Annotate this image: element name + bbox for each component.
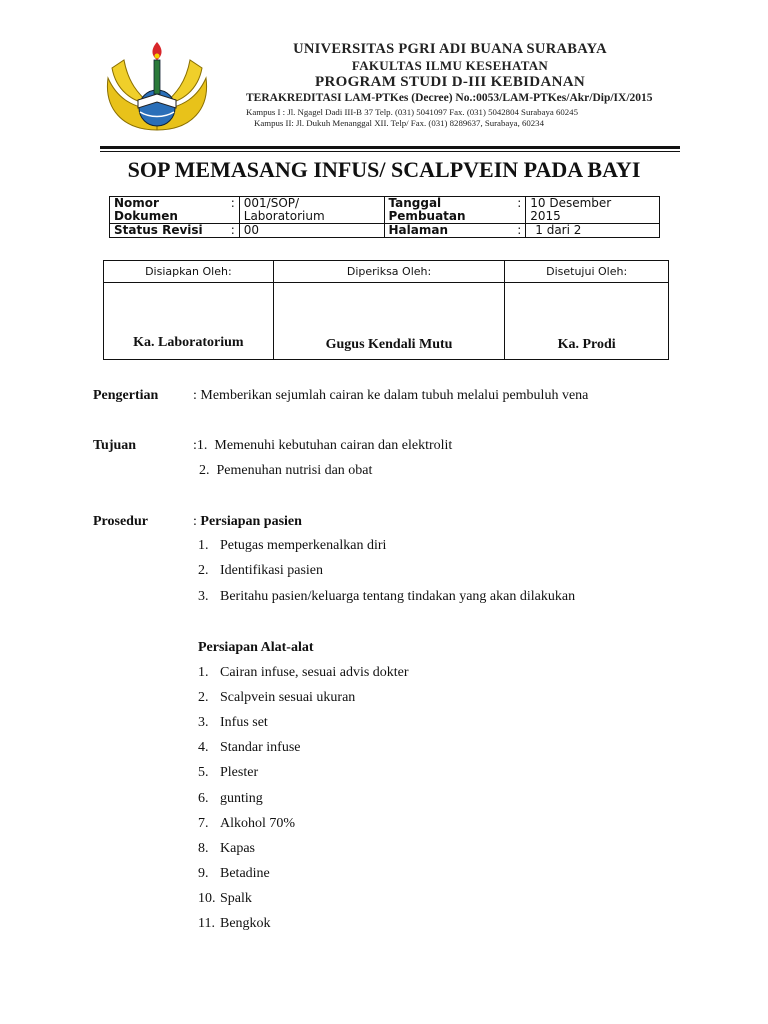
list-item-text: gunting	[220, 790, 263, 806]
letterhead-campus-2: Kampus II: Jl. Dukuh Menanggal XII. Telp/ Fax. (031) 8289637, Surabaya, 60234	[254, 118, 544, 128]
list-item-number: 10.	[198, 890, 216, 906]
pengertian-text: : Memberikan sejumlah cairan ke dalam tubuh melalui pembuluh vena	[193, 388, 589, 403]
pengertian-label: Pengertian	[93, 388, 159, 403]
list-item	[198, 765, 258, 781]
prosedur-label: Prosedur	[93, 514, 148, 529]
tanggal-pembuatan-value: 10 Desember 2015	[526, 197, 660, 224]
list-item	[198, 841, 255, 857]
nomor-dokumen-value: 001/SOP/ Laboratorium	[239, 197, 384, 224]
list-item	[198, 538, 386, 554]
list-item-text: Infus set	[220, 715, 268, 731]
list-item	[198, 816, 295, 832]
list-item	[198, 589, 575, 605]
list-item-text: Bengkok	[220, 916, 271, 931]
nomor-dokumen-label: Nomor Dokumen	[110, 197, 226, 224]
list-item	[198, 916, 271, 932]
halaman-label: Halaman	[384, 224, 512, 238]
list-item	[198, 715, 268, 731]
tujuan-item-1: :1. Memenuhi kebutuhan cairan dan elektrolit	[193, 438, 453, 453]
disetujui-header: Disetujui Oleh:	[505, 261, 669, 283]
list-item	[198, 740, 300, 756]
letterhead-university: UNIVERSITAS PGRI ADI BUANA SURABAYA	[293, 41, 607, 57]
letterhead-rule-thick	[100, 146, 680, 149]
disetujui-name: Ka. Prodi	[505, 283, 669, 360]
document-info-table	[109, 196, 660, 238]
list-item-text: Betadine	[220, 865, 270, 881]
list-item-number: 5.	[198, 765, 209, 781]
diperiksa-name: Gugus Kendali Mutu	[273, 283, 505, 360]
table-row	[104, 261, 669, 283]
approval-table	[103, 260, 669, 360]
list-item-text: Alkohol 70%	[220, 815, 296, 831]
list-item	[198, 690, 355, 706]
list-item-number: 2.	[198, 563, 209, 579]
document-title: SOP MEMASANG INFUS/ SCALPVEIN PADA BAYI	[127, 157, 641, 182]
table-row: Status Revisi : 00 Halaman : 1 dari 2	[110, 224, 660, 238]
tujuan-item-2: 2. Pemenuhan nutrisi dan obat	[199, 463, 373, 478]
list-item	[198, 665, 409, 681]
list-item-number: 2.	[198, 690, 209, 706]
table-row	[104, 283, 669, 360]
halaman-value: 1 dari 2	[526, 224, 660, 238]
letterhead-campus-1: Kampus I : Jl. Ngagel Dadi III-B 37 Telp. (031) 5041097 Fax. (031) 5042804 Surabaya 60245	[246, 107, 578, 117]
list-item	[198, 563, 323, 579]
list-item-number: 6.	[198, 790, 209, 806]
disiapkan-name: Ka. Laboratorium	[104, 283, 274, 360]
table-row: Nomor Dokumen : 001/SOP/ Laboratorium Tanggal Pembuatan : 10 Desember 2015	[110, 197, 660, 224]
university-emblem-icon	[102, 38, 212, 138]
list-item-number: 1.	[198, 665, 209, 680]
list-item-number: 1.	[198, 538, 209, 553]
list-item	[198, 866, 270, 882]
list-item	[198, 791, 263, 807]
list-item-text: Beritahu pasien/keluarga tentang tindakan yang akan dilakukan	[220, 588, 576, 604]
list-item-text: Scalpvein sesuai ukuran	[220, 690, 356, 706]
list-item	[198, 891, 252, 907]
list-item-number: 3.	[198, 715, 209, 731]
list-item-number: 9.	[198, 865, 209, 881]
list-item-text: Identifikasi pasien	[220, 563, 324, 579]
list-item-number: 3.	[198, 588, 209, 604]
tujuan-label: Tujuan	[93, 438, 137, 453]
letterhead-faculty: FAKULTAS ILMU KESEHATAN	[351, 58, 549, 73]
tanggal-pembuatan-label: Tanggal Pembuatan	[384, 197, 512, 224]
list-item-text: Kapas	[220, 840, 255, 856]
letterhead-accreditation: TERAKREDITASI LAM-PTKes (Decree) No.:0053/LAM-PTKes/Akr/Dip/IX/2015	[246, 92, 653, 104]
disiapkan-header: Disiapkan Oleh:	[104, 261, 274, 283]
status-revisi-label: Status Revisi	[110, 224, 226, 238]
persiapan-alat-heading: Persiapan Alat-alat	[198, 640, 314, 655]
list-item-text: Plester	[220, 765, 259, 781]
letterhead-program: PROGRAM STUDI D-III KEBIDANAN	[315, 74, 585, 90]
list-item-text: Spalk	[220, 890, 252, 906]
list-item-text: Cairan infuse, sesuai advis dokter	[220, 665, 409, 680]
diperiksa-header: Diperiksa Oleh:	[273, 261, 505, 283]
persiapan-pasien-heading: : Persiapan pasien	[193, 514, 302, 529]
list-item-text: Standar infuse	[220, 740, 301, 756]
list-item-number: 7.	[198, 815, 209, 831]
list-item-number: 11.	[198, 916, 215, 931]
list-item-number: 8.	[198, 840, 209, 856]
status-revisi-value: 00	[239, 224, 384, 238]
list-item-text: Petugas memperkenalkan diri	[220, 538, 387, 553]
letterhead-rule-thin	[100, 151, 680, 152]
list-item-number: 4.	[198, 740, 209, 756]
